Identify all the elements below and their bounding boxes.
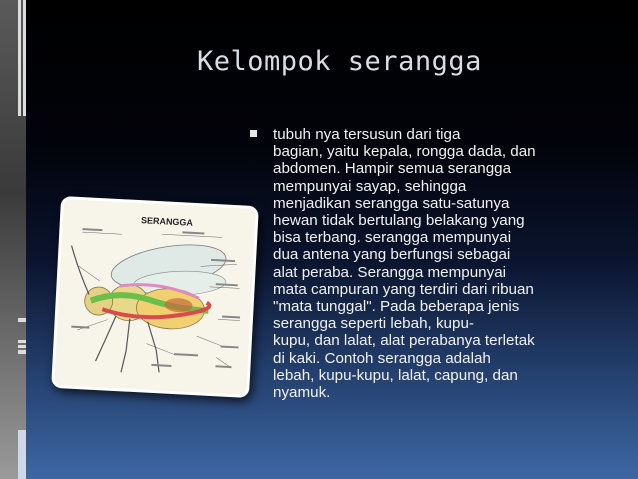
insect-diagram-image: [51, 196, 259, 398]
bullet-text-line: lebah, kupu-kupu, lalat, capung, dan: [273, 366, 518, 384]
bullet-text-line: serangga seperti lebah, kupu-: [273, 315, 474, 333]
bullet-text-line: kupu, dan lalat, alat perabanya terletak: [273, 332, 535, 350]
stripe-decoration: [18, 340, 26, 354]
bullet-text-line: mempunyai sayap, sehingga: [273, 177, 467, 195]
bullet-text-line: hewan tidak bertulang belakang yang: [273, 212, 525, 230]
bullet-text-line: abdomen. Hampir semua serangga: [273, 160, 512, 178]
figure-title: SERANGGA: [140, 215, 194, 228]
bullet-text-line: bagian, yaitu kepala, rongga dada, dan: [273, 143, 536, 161]
slide-title: Kelompok serangga: [197, 46, 482, 77]
square-bullet-icon: [250, 130, 257, 137]
bullet-text-line: dua antena yang berfungsi sebagai: [273, 246, 511, 264]
bullet-text-line: nyamuk.: [273, 384, 331, 402]
bullet-text-line: di kaki. Contoh serangga adalah: [273, 349, 491, 367]
bullet-text-line: mata campuran yang terdiri dari ribuan: [273, 280, 534, 298]
bullet-text-line: bisa terbang. serangga mempunyai: [273, 229, 512, 247]
bullet-text-line: tubuh nya tersusun dari tiga: [273, 126, 461, 143]
bullet-text-line: "mata tunggal". Pada beberapa jenis: [273, 298, 520, 316]
stripe-decoration: [18, 430, 26, 479]
stripe-decoration: [18, 318, 26, 322]
bullet-text-line: alat peraba. Serangga mempunyai: [273, 263, 507, 281]
insect-anatomy-diagram-icon: [54, 199, 255, 395]
left-decorative-bar: [0, 0, 26, 479]
bullet-text: [273, 126, 621, 401]
stripe-decoration: [18, 0, 26, 116]
bullet-text-line: menjadikan serangga satu-satunya: [273, 194, 510, 212]
